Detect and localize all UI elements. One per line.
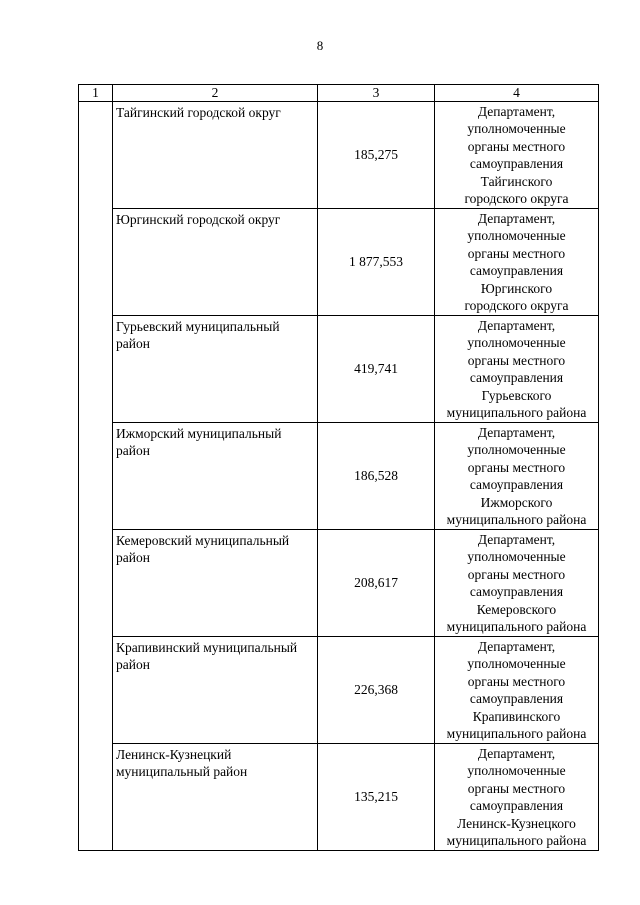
responsible-body-line: муниципального района (446, 405, 587, 421)
responsible-body-cell (435, 102, 599, 209)
responsible-body-line: Департамент, (477, 639, 556, 654)
responsible-body-line: Департамент, (477, 425, 556, 440)
amount-cell: 186,528 (318, 423, 435, 530)
amount-cell: 185,275 (318, 102, 435, 209)
responsible-body-line: Департамент, (477, 532, 556, 547)
responsible-body-line: уполномоченные (467, 121, 566, 137)
responsible-body-line: Департамент, (477, 746, 556, 761)
responsible-body-line: Ленинск-Кузнецкого (457, 815, 576, 831)
municipality-name-cell: Ленинск-Кузнецкий муниципальный район (113, 744, 318, 851)
amount-cell: 135,215 (318, 744, 435, 851)
municipality-name-cell: Тайгинский городской округ (113, 102, 318, 209)
table-row (79, 316, 599, 423)
table-row (79, 209, 599, 316)
responsible-body-line: муниципального района (446, 619, 587, 635)
responsible-body-line: органы местного (467, 352, 566, 368)
responsible-body-line: муниципального района (446, 726, 587, 742)
municipality-name-cell: Кемеровский муниципальный район (113, 530, 318, 637)
municipality-name-cell: Юргинский городской округ (113, 209, 318, 316)
responsible-body-line: Департамент, (477, 318, 556, 333)
responsible-body-line: органы местного (467, 566, 566, 582)
responsible-body-line: Юргинского (480, 280, 553, 296)
responsible-body-line: уполномоченные (467, 656, 566, 672)
responsible-body-line: самоуправления (469, 691, 564, 707)
page-number: 8 (316, 38, 324, 53)
responsible-body-cell (435, 744, 599, 851)
responsible-body-line: самоуправления (469, 156, 564, 172)
responsible-body-line: уполномоченные (467, 335, 566, 351)
responsible-body-line: органы местного (467, 780, 566, 796)
responsible-body-cell (435, 423, 599, 530)
amount-cell: 208,617 (318, 530, 435, 637)
responsible-body-line: Департамент, (477, 104, 556, 119)
table-row (79, 530, 599, 637)
table-row (79, 744, 599, 851)
responsible-body-line: Департамент, (477, 211, 556, 226)
responsible-body-line: уполномоченные (467, 763, 566, 779)
municipality-name-cell: Гурьевский муниципальный район (113, 316, 318, 423)
responsible-body-line: самоуправления (469, 584, 564, 600)
responsible-body-line: муниципального района (446, 833, 587, 849)
header-col-1: 1 (79, 85, 113, 102)
table-row (79, 637, 599, 744)
amount-cell: 1 877,553 (318, 209, 435, 316)
responsible-body-cell (435, 316, 599, 423)
responsible-body-line: уполномоченные (467, 549, 566, 565)
responsible-body-line: Ижморского (480, 494, 553, 510)
responsible-body-cell (435, 637, 599, 744)
responsible-body-line: самоуправления (469, 263, 564, 279)
municipality-name-cell: Крапивинский муниципальный район (113, 637, 318, 744)
table-row (79, 102, 599, 209)
municipality-name-cell: Ижморский муниципальный район (113, 423, 318, 530)
row-number-cell (79, 102, 113, 851)
responsible-body-line: Тайгинского (480, 173, 553, 189)
responsible-body-line: самоуправления (469, 370, 564, 386)
table-body (79, 102, 599, 851)
responsible-body-line: Крапивинского (472, 708, 561, 724)
header-col-2: 2 (113, 85, 318, 102)
responsible-body-cell (435, 209, 599, 316)
responsible-body-line: органы местного (467, 245, 566, 261)
responsible-body-line: городского округа (464, 191, 569, 207)
header-col-4: 4 (435, 85, 599, 102)
responsible-body-line: уполномоченные (467, 442, 566, 458)
responsible-body-line: городского округа (464, 298, 569, 314)
responsible-body-line: самоуправления (469, 477, 564, 493)
responsible-body-line: органы местного (467, 673, 566, 689)
responsible-body-cell (435, 530, 599, 637)
responsible-body-line: органы местного (467, 138, 566, 154)
table-row (79, 423, 599, 530)
responsible-body-line: Кемеровского (476, 601, 557, 617)
allocation-table (78, 84, 599, 851)
responsible-body-line: уполномоченные (467, 228, 566, 244)
header-col-3: 3 (318, 85, 435, 102)
amount-cell: 226,368 (318, 637, 435, 744)
responsible-body-line: муниципального района (446, 512, 587, 528)
responsible-body-line: органы местного (467, 459, 566, 475)
responsible-body-line: самоуправления (469, 798, 564, 814)
table-header-row (79, 85, 599, 102)
responsible-body-line: Гурьевского (481, 387, 552, 403)
amount-cell: 419,741 (318, 316, 435, 423)
